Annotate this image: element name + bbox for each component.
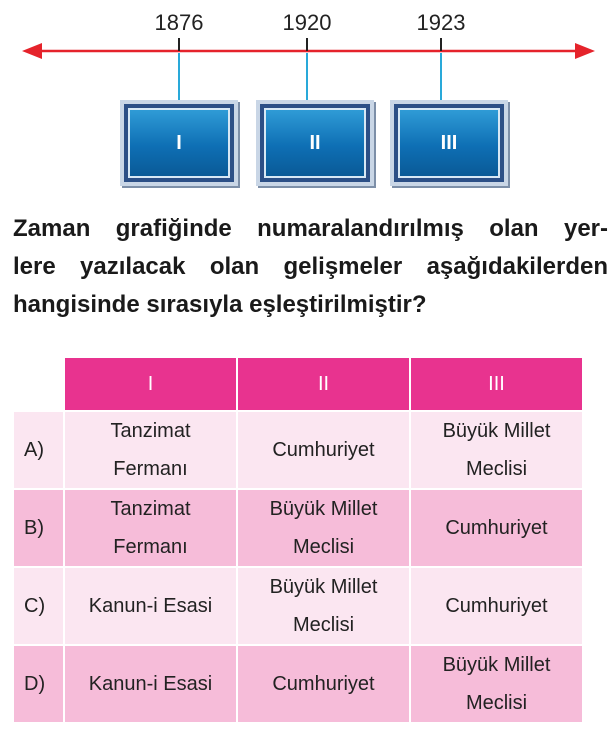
cell-line: Fermanı — [113, 458, 188, 480]
option-letter: A) — [14, 411, 64, 489]
option-row-d[interactable] — [14, 645, 582, 722]
option-cell — [410, 645, 582, 722]
table-header-row — [14, 358, 582, 411]
cell-line: Meclisi — [465, 692, 528, 714]
option-cell — [64, 567, 237, 645]
question-line: Zaman grafiğinde numaralandırılmış olan yer- — [13, 215, 608, 242]
timeline — [0, 0, 615, 200]
option-cell — [64, 489, 237, 567]
timeline-box — [256, 100, 374, 186]
axis-left-arrow-icon — [22, 43, 42, 59]
option-row-b[interactable] — [14, 489, 582, 567]
column-header: II — [237, 358, 410, 411]
box-label: III — [398, 108, 500, 178]
axis-right-arrow-icon — [575, 43, 595, 59]
timeline-box — [390, 100, 508, 186]
option-cell — [64, 411, 237, 489]
option-cell — [237, 567, 410, 645]
cell-line: Kanun-i Esasi — [88, 673, 213, 695]
cell-line: Tanzimat — [110, 498, 191, 520]
option-cell — [237, 411, 410, 489]
option-cell — [64, 645, 237, 722]
cell-line: Cumhuriyet — [272, 673, 375, 695]
question-text — [13, 210, 608, 324]
cell-line: Cumhuriyet — [445, 517, 548, 539]
option-row-a[interactable] — [14, 411, 582, 489]
option-cell — [410, 411, 582, 489]
option-letter: D) — [14, 645, 64, 722]
cell-line: Cumhuriyet — [272, 439, 375, 461]
question-line: lere yazılacak olan gelişmeler aşağıdakilerden — [13, 253, 608, 280]
cell-line: Cumhuriyet — [445, 595, 548, 617]
answer-options-table — [14, 358, 582, 722]
cell-line: Büyük Millet — [269, 576, 378, 598]
question-line: hangisinde sırasıyla eşleştirilmiştir? — [13, 291, 427, 318]
cell-line: Büyük Millet — [269, 498, 378, 520]
cell-line: Büyük Millet — [442, 420, 551, 442]
option-cell — [237, 489, 410, 567]
year-label: 1876 — [154, 10, 204, 35]
cell-line: Büyük Millet — [442, 654, 551, 676]
header-blank — [14, 358, 64, 411]
cell-line: Tanzimat — [110, 420, 191, 442]
cell-line: Fermanı — [113, 536, 188, 558]
cell-line: Meclisi — [465, 458, 528, 480]
cell-line: Meclisi — [292, 614, 355, 636]
year-label: 1920 — [282, 10, 332, 35]
cell-line: Meclisi — [292, 536, 355, 558]
option-cell — [410, 567, 582, 645]
option-letter: C) — [14, 567, 64, 645]
column-header: I — [64, 358, 237, 411]
option-cell — [237, 645, 410, 722]
option-row-c[interactable] — [14, 567, 582, 645]
option-letter: B) — [14, 489, 64, 567]
option-cell — [410, 489, 582, 567]
box-label: I — [128, 108, 230, 178]
cell-line: Kanun-i Esasi — [88, 595, 213, 617]
year-label: 1923 — [416, 10, 466, 35]
timeline-box — [120, 100, 238, 186]
column-header: III — [410, 358, 582, 411]
box-label: II — [264, 108, 366, 178]
